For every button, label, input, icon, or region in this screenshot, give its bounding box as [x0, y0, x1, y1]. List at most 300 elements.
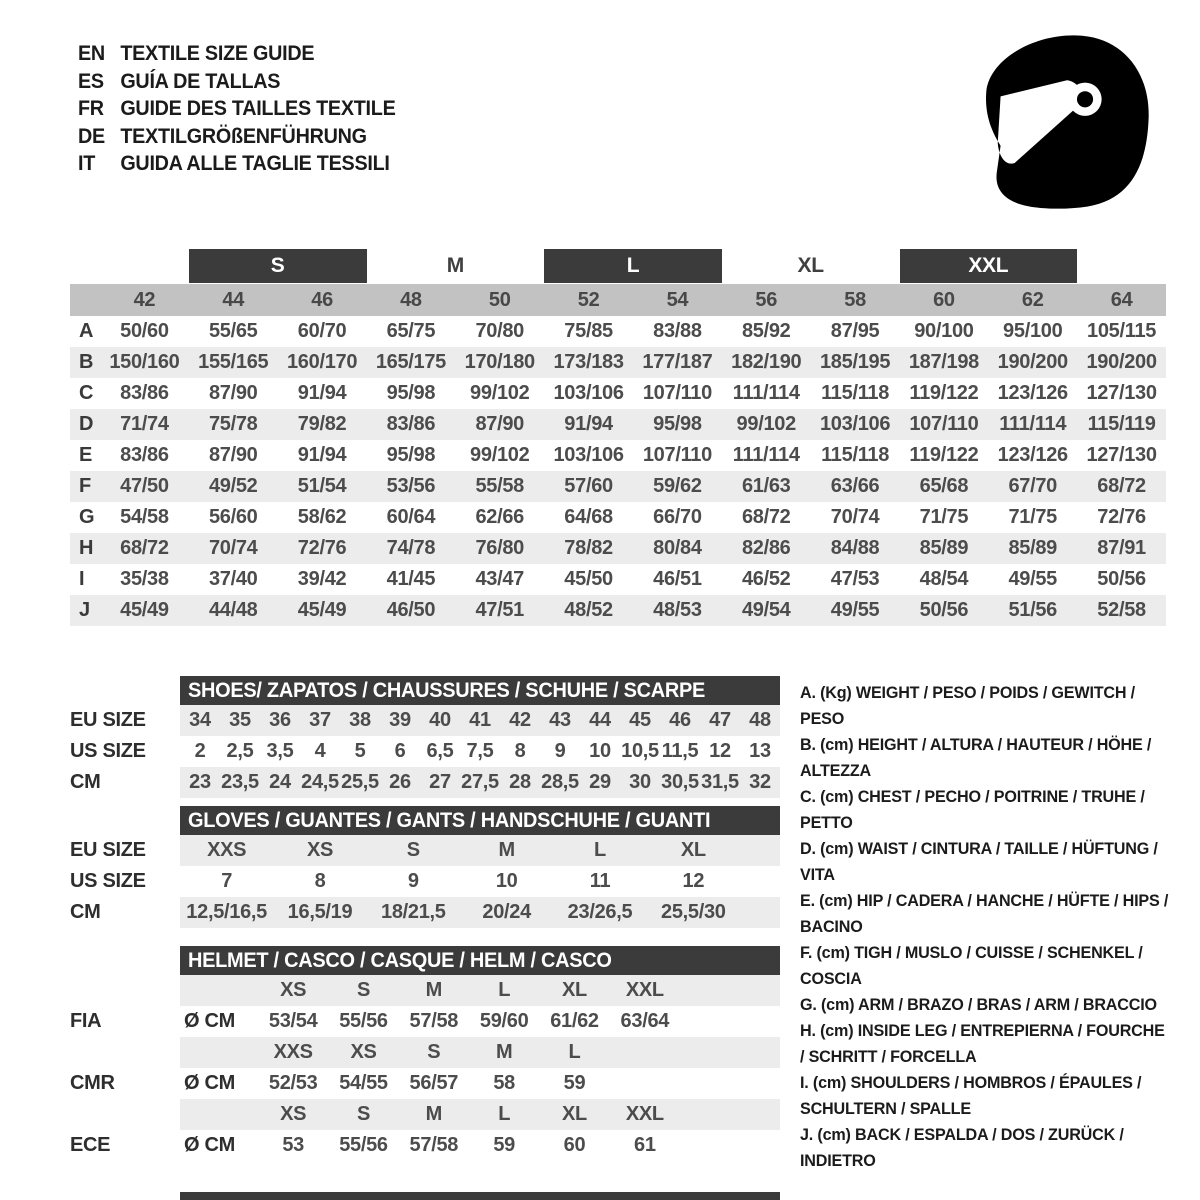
value-cell: 190/200 — [997, 351, 1068, 373]
helmet-sizes-row — [70, 975, 782, 1006]
value-cell: 50/60 — [120, 320, 169, 342]
row-tray — [180, 767, 780, 798]
value-cell: 44/48 — [208, 599, 258, 621]
value-cell: 23,5 — [221, 771, 259, 793]
value-cell: 70/80 — [475, 320, 525, 342]
language-row — [78, 150, 396, 178]
value-cell: 82/86 — [741, 537, 791, 559]
racing-helmet-icon — [972, 30, 1162, 220]
value-cell: 83/86 — [120, 444, 169, 466]
measure-row-i — [70, 564, 1166, 595]
value-cell: 83/88 — [653, 320, 702, 342]
value-cell: 115/118 — [821, 382, 890, 404]
value-cell: 60/64 — [386, 506, 436, 528]
value-cell: 41/45 — [386, 568, 436, 590]
standard-label-fia: FIA — [70, 1010, 102, 1032]
helmet-sizes-row — [70, 1099, 782, 1130]
value-cell: XXS — [207, 839, 247, 861]
value-cell: 55/56 — [339, 1010, 388, 1032]
legend-item: D. (cm) WAIST / CINTURA / TAILLE / HÜFTUNG / VITA — [800, 839, 1158, 884]
size-number-cell: 48 — [400, 288, 422, 311]
value-cell: 6,5 — [426, 740, 454, 762]
value-cell: 47/50 — [120, 475, 169, 497]
value-cell: 2 — [194, 740, 206, 762]
row-values — [180, 975, 680, 1006]
value-cell: 53/54 — [268, 1010, 318, 1032]
value-cell: 91/94 — [297, 382, 347, 404]
value-cell: 35/38 — [120, 568, 169, 590]
row-values — [180, 1037, 680, 1068]
value-cell: 111/114 — [732, 444, 800, 466]
value-cell: 46/50 — [386, 599, 436, 621]
size-header-row — [70, 248, 1166, 284]
value-cell: 87/90 — [208, 444, 258, 466]
row-tray — [180, 1130, 780, 1161]
row-tray — [180, 1099, 780, 1130]
value-cell: 53 — [282, 1134, 304, 1156]
row-tray — [180, 975, 780, 1006]
value-cell: 59 — [563, 1072, 586, 1094]
value-cell: 45/50 — [564, 568, 613, 590]
value-cell: 59/62 — [653, 475, 702, 497]
value-cell: 177/187 — [642, 351, 713, 373]
value-cell: 56/57 — [409, 1072, 459, 1094]
value-cell: 37/40 — [208, 568, 258, 590]
value-cell: 51/54 — [297, 475, 347, 497]
value-cell: 63/66 — [830, 475, 880, 497]
row-label: E — [79, 444, 93, 466]
helmet-header-bar — [180, 946, 780, 975]
helmet-title: HELMET / CASCO / CASQUE / HELM / CASCO — [188, 948, 612, 972]
size-cell: XS — [280, 979, 307, 1001]
legend-item: C. (cm) CHEST / PECHO / POITRINE / TRUHE / PETTO — [800, 787, 1145, 832]
size-number-cell: 62 — [1021, 288, 1044, 311]
value-cell: 47 — [709, 709, 731, 731]
size-number-cell: 58 — [844, 288, 866, 311]
value-cell: 37 — [309, 709, 331, 731]
value-cell: 61/62 — [550, 1010, 599, 1032]
value-cell: 49/55 — [1008, 568, 1058, 590]
diameter-unit-cell: Ø CM — [184, 1072, 236, 1094]
value-cell: 8 — [314, 870, 326, 892]
value-cell: 46/52 — [741, 568, 791, 590]
value-cell: 26 — [389, 771, 411, 793]
value-cell: 38 — [349, 709, 371, 731]
value-cell: 71/74 — [120, 413, 169, 435]
row-values — [180, 835, 740, 866]
value-cell: 57/60 — [564, 475, 613, 497]
value-cell: 5 — [354, 740, 366, 762]
row-values — [180, 1130, 680, 1161]
value-cell: 87/95 — [830, 320, 880, 342]
value-cell: 43 — [549, 709, 571, 731]
row-label: D — [79, 413, 94, 435]
size-cell: XS — [350, 1041, 377, 1063]
value-cell: 57/58 — [409, 1010, 459, 1032]
value-cell: 90/100 — [914, 320, 974, 342]
value-cell: 31,5 — [701, 771, 739, 793]
size-number-cell: 60 — [933, 288, 955, 311]
value-cell: 95/100 — [1003, 320, 1063, 342]
shoes-table — [70, 676, 782, 798]
row-values — [180, 1068, 680, 1099]
value-cell: 70/74 — [830, 506, 880, 528]
value-cell: 75/78 — [208, 413, 258, 435]
value-cell: 190/200 — [1086, 351, 1157, 373]
value-cell: 45/49 — [120, 599, 169, 621]
size-label-m: M — [446, 254, 464, 277]
measure-row-c — [70, 378, 1166, 409]
value-cell: 68/72 — [1097, 475, 1146, 497]
value-cell: 103/106 — [819, 413, 891, 435]
size-cell: XS — [280, 1103, 307, 1125]
value-cell: 50/56 — [919, 599, 969, 621]
value-cell: 111/114 — [999, 413, 1067, 435]
value-cell: 45 — [629, 709, 651, 731]
value-cell: 60/70 — [297, 320, 347, 342]
value-cell: 8 — [514, 740, 526, 762]
value-cell: 23 — [189, 771, 211, 793]
legend-item: B. (cm) HEIGHT / ALTURA / HAUTEUR / HÖHE / ALTEZZA — [800, 735, 1152, 780]
row-label: H — [79, 537, 94, 559]
value-cell: 10,5 — [621, 740, 659, 762]
value-cell: 103/106 — [553, 382, 624, 404]
legend-item: J. (cm) BACK / ESPALDA / DOS / ZURÜCK / INDIETRO — [800, 1125, 1124, 1170]
row-label: J — [79, 599, 90, 621]
value-cell: 67/70 — [1008, 475, 1058, 497]
measure-row-f — [70, 471, 1166, 502]
row-tray — [180, 897, 780, 928]
language-title: TEXTILGRÖßENFÜHRUNG — [120, 123, 367, 148]
table-row — [70, 736, 782, 767]
value-cell: 55/65 — [208, 320, 258, 342]
value-cell: 150/160 — [109, 351, 180, 373]
value-cell: 51/56 — [1008, 599, 1058, 621]
standard-label-cmr: CMR — [70, 1072, 115, 1094]
value-cell: 83/86 — [386, 413, 436, 435]
value-cell: 127/130 — [1086, 382, 1157, 404]
value-cell: 44 — [589, 709, 611, 731]
language-title: GUÍA DE TALLAS — [120, 68, 281, 93]
row-tray — [180, 866, 780, 897]
value-cell: 48/53 — [653, 599, 702, 621]
value-cell: 10 — [495, 870, 518, 892]
size-cell: M — [425, 979, 443, 1001]
value-cell: 85/92 — [741, 320, 791, 342]
value-cell: 80/84 — [653, 537, 702, 559]
value-cell: 52/53 — [268, 1072, 318, 1094]
value-cell: L — [594, 839, 606, 861]
value-cell: 119/122 — [909, 382, 979, 404]
row-label: C — [79, 382, 94, 404]
value-cell: 41 — [469, 709, 491, 731]
value-cell: 28 — [509, 771, 531, 793]
value-cell: 9 — [554, 740, 566, 762]
value-cell: 27,5 — [461, 771, 499, 793]
value-cell: XS — [306, 839, 334, 861]
value-cell: 64/68 — [564, 506, 613, 528]
value-cell: 7 — [221, 870, 233, 892]
size-cell: L — [498, 1103, 511, 1125]
size-cell: XXL — [625, 1103, 664, 1125]
value-cell: 75/85 — [564, 320, 613, 342]
row-label-us-size: US SIZE — [70, 740, 146, 762]
language-code: ES — [78, 68, 104, 93]
value-cell: 76/80 — [475, 537, 525, 559]
row-tray — [180, 835, 780, 866]
value-cell: 29 — [589, 771, 611, 793]
size-label-l: L — [544, 249, 722, 283]
value-cell: 61 — [634, 1134, 656, 1156]
value-cell: 20/24 — [482, 901, 531, 923]
value-cell: 107/110 — [909, 413, 979, 435]
legend-item: I. (cm) SHOULDERS / HOMBROS / ÉPAULES / SCHULTERN / SPALLE — [800, 1073, 1142, 1118]
value-cell: 107/110 — [642, 382, 712, 404]
value-cell: 45/49 — [297, 599, 347, 621]
value-cell: 46/51 — [653, 568, 702, 590]
value-cell: 65/68 — [919, 475, 969, 497]
value-cell: 68/72 — [120, 537, 169, 559]
size-number-cell: 52 — [577, 288, 600, 311]
value-cell: 99/102 — [470, 444, 530, 466]
value-cell: 87/91 — [1097, 537, 1146, 559]
language-code: DE — [78, 123, 105, 148]
numeric-size-row — [70, 284, 1166, 316]
value-cell: 61/63 — [741, 475, 791, 497]
value-cell: 52/58 — [1097, 599, 1146, 621]
row-label: B — [79, 351, 94, 373]
value-cell: 91/94 — [297, 444, 347, 466]
value-cell: 25,5 — [341, 771, 379, 793]
value-cell: 2,5 — [226, 740, 254, 762]
diameter-unit-cell: Ø CM — [184, 1010, 236, 1032]
value-cell: 30,5 — [661, 771, 699, 793]
value-cell: 46 — [669, 709, 691, 731]
value-cell: 115/119 — [1087, 413, 1156, 435]
value-cell: 63/64 — [620, 1010, 670, 1032]
value-cell: 71/75 — [919, 506, 969, 528]
measure-row-a — [70, 316, 1166, 347]
value-cell: 40 — [429, 709, 451, 731]
size-cell: M — [425, 1103, 443, 1125]
measurement-legend — [800, 680, 1172, 1174]
gloves-table — [70, 806, 782, 928]
value-cell: M — [498, 839, 515, 861]
value-cell: 24,5 — [301, 771, 339, 793]
value-cell: 85/89 — [1008, 537, 1058, 559]
value-cell: 155/165 — [198, 351, 269, 373]
language-row — [78, 123, 396, 151]
value-cell: 30 — [629, 771, 651, 793]
value-cell: 68/72 — [741, 506, 791, 528]
shoes-title: SHOES/ ZAPATOS / CHAUSSURES / SCHUHE / SCARPE — [188, 678, 706, 702]
helmet-values-row-cmr — [70, 1068, 782, 1099]
value-cell: 54/58 — [120, 506, 169, 528]
language-row — [78, 40, 396, 68]
value-cell: 24 — [269, 771, 291, 793]
row-label-cm: CM — [70, 771, 101, 793]
value-cell: 47/53 — [830, 568, 880, 590]
value-cell: 57/58 — [409, 1134, 459, 1156]
textile-size-table — [70, 248, 1166, 626]
row-tray — [180, 1037, 780, 1068]
helmet-values-row-ece — [70, 1130, 782, 1161]
value-cell: 36 — [269, 709, 291, 731]
value-cell: 65/75 — [386, 320, 436, 342]
value-cell: 48/52 — [564, 599, 613, 621]
value-cell: 119/122 — [909, 444, 979, 466]
standard-label-ece: ECE — [70, 1134, 111, 1156]
legend-item: E. (cm) HIP / CADERA / HANCHE / HÜFTE / HIPS / BACINO — [800, 891, 1169, 936]
value-cell: 3,5 — [266, 740, 294, 762]
value-cell: 27 — [429, 771, 451, 793]
value-cell: 111/114 — [732, 382, 800, 404]
value-cell: 85/89 — [919, 537, 969, 559]
language-row — [78, 68, 396, 96]
gloves-header-bar — [180, 806, 780, 835]
size-cell: S — [427, 1041, 441, 1063]
row-label: A — [79, 320, 94, 342]
value-cell: 95/98 — [386, 382, 436, 404]
value-cell: 49/54 — [741, 599, 791, 621]
language-code: IT — [78, 151, 96, 175]
row-label-cm: CM — [70, 901, 101, 923]
value-cell: 72/76 — [297, 537, 347, 559]
legend-item: F. (cm) TIGH / MUSLO / CUISSE / SCHENKEL / COSCIA — [800, 943, 1143, 988]
value-cell: 28,5 — [541, 771, 579, 793]
value-cell: 79/82 — [297, 413, 347, 435]
value-cell: 84/88 — [830, 537, 880, 559]
row-values — [180, 897, 740, 928]
language-title: GUIDE DES TAILLES TEXTILE — [120, 96, 396, 120]
table-row — [70, 897, 782, 928]
size-cell: L — [568, 1041, 581, 1063]
value-cell: 59/60 — [479, 1010, 529, 1032]
value-cell: 7,5 — [466, 740, 494, 762]
measure-row-h — [70, 533, 1166, 564]
legend-item: G. (cm) ARM / BRAZO / BRAS / ARM / BRACCIO — [800, 995, 1157, 1014]
value-cell: 123/126 — [997, 444, 1068, 466]
value-cell: 95/98 — [653, 413, 702, 435]
value-cell: 11,5 — [661, 740, 699, 762]
value-cell: 11 — [589, 870, 611, 892]
value-cell: 12,5/16,5 — [186, 901, 268, 923]
value-cell: 60 — [563, 1134, 586, 1156]
value-cell: 127/130 — [1086, 444, 1157, 466]
value-cell: 72/76 — [1097, 506, 1146, 528]
size-label-xl: XL — [797, 254, 824, 277]
value-cell: 165/175 — [375, 351, 447, 373]
value-cell: 56/60 — [208, 506, 258, 528]
value-cell: 62/66 — [475, 506, 525, 528]
value-cell: 59 — [493, 1134, 515, 1156]
value-cell: 18/21,5 — [381, 901, 446, 923]
size-cell: M — [495, 1041, 513, 1063]
value-cell: 39/42 — [297, 568, 347, 590]
value-cell: 9 — [407, 870, 419, 892]
value-cell: 55/56 — [339, 1134, 388, 1156]
value-cell: 87/90 — [208, 382, 258, 404]
value-cell: 185/195 — [819, 351, 891, 373]
size-number-cell: 46 — [311, 288, 333, 311]
value-cell: 74/78 — [386, 537, 436, 559]
value-cell: 95/98 — [386, 444, 436, 466]
size-cell: XL — [562, 1103, 587, 1125]
helmet-sizes-row — [70, 1037, 782, 1068]
value-cell: 187/198 — [908, 351, 980, 373]
value-cell: 35 — [229, 709, 251, 731]
value-cell: 58/62 — [297, 506, 347, 528]
value-cell: 105/115 — [1087, 320, 1157, 342]
value-cell: 71/75 — [1008, 506, 1058, 528]
size-number-cell: 54 — [666, 288, 689, 311]
value-cell: 78/82 — [564, 537, 613, 559]
value-cell: 66/70 — [653, 506, 702, 528]
table-row — [70, 835, 782, 866]
size-label-s: S — [189, 249, 367, 283]
table-row — [70, 866, 782, 897]
legend-item: H. (cm) INSIDE LEG / ENTREPIERNA / FOURCHE / SCHRITT / FORCELLA — [800, 1021, 1165, 1066]
value-cell: 12 — [682, 870, 705, 892]
value-cell: 107/110 — [642, 444, 712, 466]
value-cell: 170/180 — [464, 351, 535, 373]
language-title: GUIDA ALLE TAGLIE TESSILI — [120, 151, 390, 175]
row-label-us-size: US SIZE — [70, 870, 146, 892]
value-cell: 6 — [394, 740, 406, 762]
value-cell: 10 — [589, 740, 611, 762]
value-cell: 70/74 — [208, 537, 258, 559]
value-cell: 16,5/19 — [287, 901, 353, 923]
size-cell: S — [356, 1103, 371, 1125]
size-label-xxl: XXL — [900, 249, 1078, 283]
language-code: EN — [78, 41, 105, 65]
value-cell: 47/51 — [475, 599, 525, 621]
language-list — [78, 40, 396, 178]
row-label: G — [79, 506, 95, 528]
value-cell: 123/126 — [997, 382, 1068, 404]
size-cell: XL — [562, 979, 587, 1001]
value-cell: 173/183 — [553, 351, 624, 373]
value-cell: 103/106 — [553, 444, 624, 466]
value-cell: 160/170 — [286, 351, 358, 373]
value-cell: 87/90 — [475, 413, 525, 435]
row-values — [180, 705, 780, 736]
value-cell: 43/47 — [475, 568, 525, 590]
measure-row-j — [70, 595, 1166, 626]
measure-row-e — [70, 440, 1166, 471]
row-label: I — [79, 568, 85, 590]
diameter-unit-cell: Ø CM — [184, 1134, 236, 1156]
value-cell: 4 — [314, 740, 326, 762]
language-code: FR — [78, 96, 104, 120]
row-tray — [180, 736, 780, 767]
value-cell: 25,5/30 — [661, 901, 726, 923]
row-values — [180, 767, 780, 798]
row-label: F — [79, 475, 91, 497]
language-title: TEXTILE SIZE GUIDE — [120, 41, 315, 65]
row-values — [180, 736, 780, 767]
row-label-eu-size: EU SIZE — [70, 839, 146, 861]
helmet-table — [70, 946, 782, 1161]
value-cell: 23/26,5 — [567, 901, 633, 923]
size-number-cell: 44 — [222, 288, 245, 311]
value-cell: 83/86 — [120, 382, 169, 404]
language-row — [78, 95, 396, 123]
table-row — [70, 767, 782, 798]
row-tray — [180, 1006, 780, 1037]
value-cell: 42 — [509, 709, 531, 731]
cropped-section-bar — [180, 1192, 780, 1200]
